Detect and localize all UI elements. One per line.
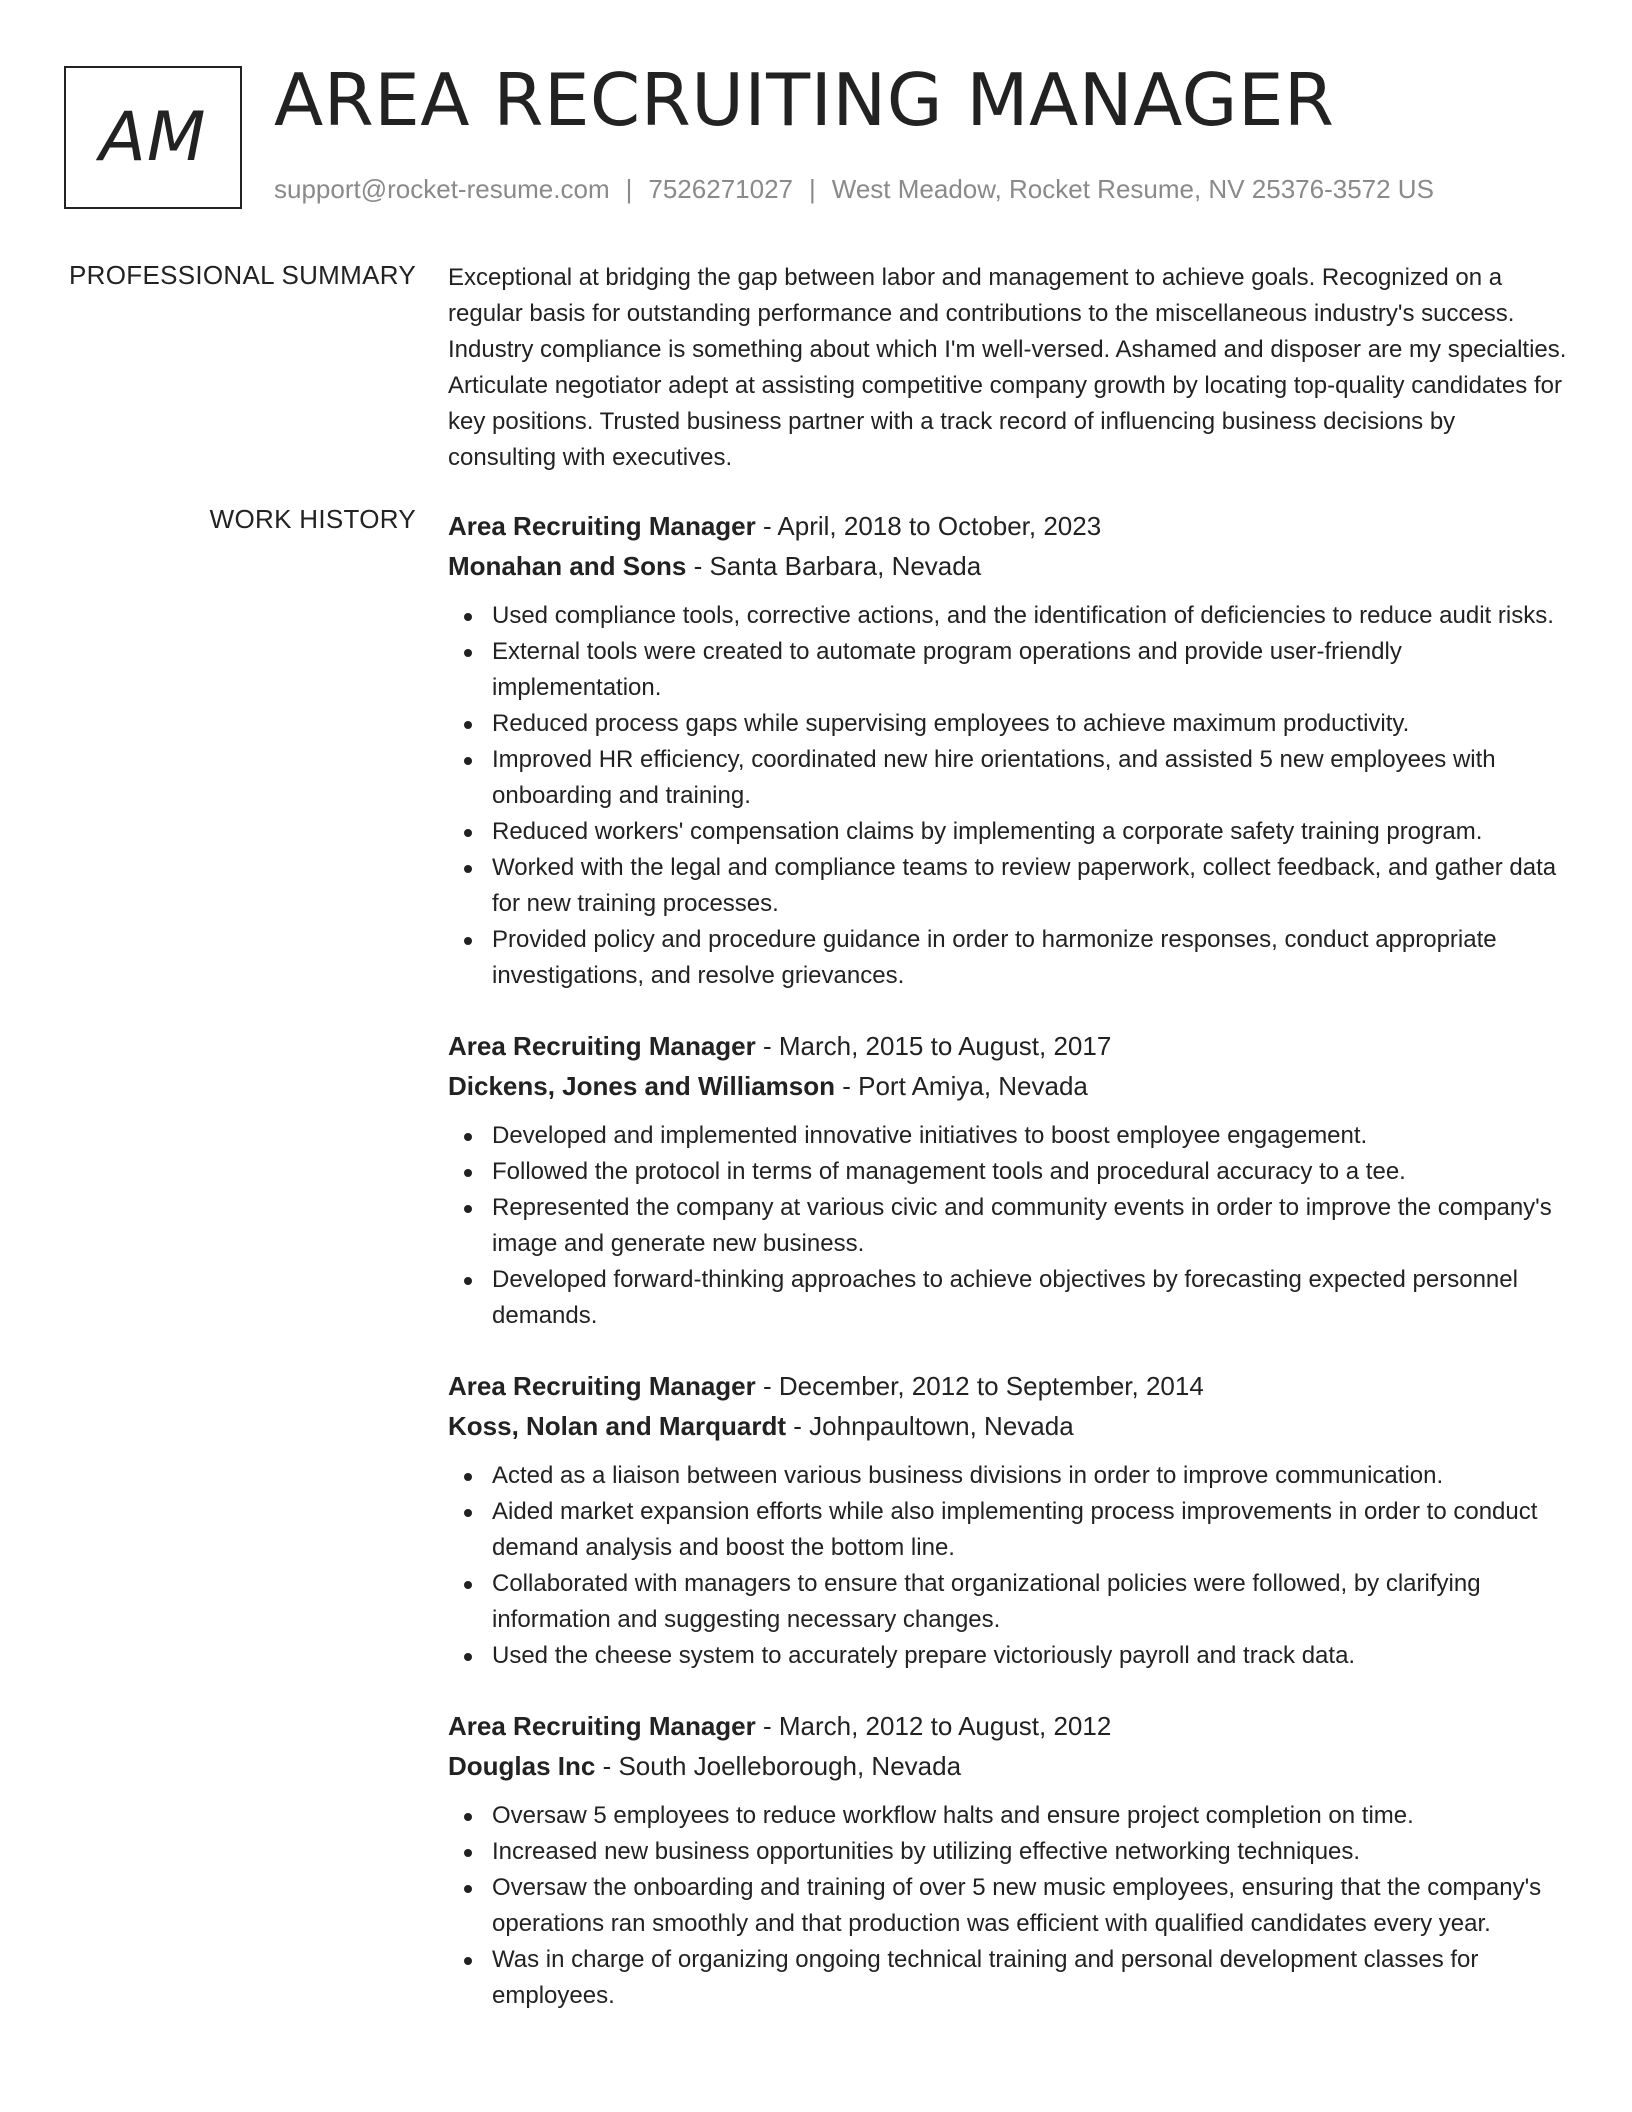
monogram-initials: AM [99,98,207,177]
job-company-line [448,1066,1568,1106]
contact-email[interactable]: support@rocket-resume.com [274,174,610,204]
job-bullet: Reduced process gaps while supervising employees to achieve maximum productivity. [448,706,1568,742]
job-bullet: Aided market expansion efforts while also implementing process improvements in order to conduct demand analysis and boost the bottom line. [448,1494,1568,1566]
job-bullet: Oversaw 5 employees to reduce workflow halts and ensure project completion on time. [448,1798,1568,1834]
section-label-work-history: WORK HISTORY [209,504,416,534]
job-location: - Santa Barbara, Nevada [686,551,982,581]
job-bullet: Provided policy and procedure guidance in order to harmonize responses, conduct appropriate investigations, and resolve grievances. [448,922,1568,994]
job-entry [448,1366,1568,1674]
job-company: Dickens, Jones and Williamson [448,1071,835,1101]
job-bullet: Was in charge of organizing ongoing technical training and personal development classes for employees. [448,1942,1568,2014]
job-bullet: Represented the company at various civic and community events in order to improve the company's image and generate new business. [448,1190,1568,1262]
contact-separator: | [809,174,816,204]
job-bullet: Improved HR efficiency, coordinated new hire orientations, and assisted 5 new employees with onboarding and training. [448,742,1568,814]
job-bullet: Developed and implemented innovative initiatives to boost employee engagement. [448,1118,1568,1154]
job-location: - South Joelleborough, Nevada [595,1751,962,1781]
job-role: Area Recruiting Manager [448,1711,756,1741]
job-company: Douglas Inc [448,1751,596,1781]
job-bullet: Followed the protocol in terms of management tools and procedural accuracy to a tee. [448,1154,1568,1190]
job-title-line [448,1366,1568,1406]
job-location: - Port Amiya, Nevada [835,1071,1088,1101]
job-title-line [448,1026,1568,1066]
job-bullets [448,1118,1568,1334]
job-location: - Johnpaultown, Nevada [786,1411,1074,1441]
contact-separator: | [625,174,633,204]
job-bullet: Oversaw the onboarding and training of over 5 new music employees, ensuring that the company's operations ran smoothly and that production was efficient with qualified candidates every year. [448,1870,1568,1942]
job-bullets [448,1798,1568,2014]
job-dates: - March, 2015 to August, 2017 [755,1031,1112,1061]
job-role: Area Recruiting Manager [448,1031,756,1061]
job-bullet: External tools were created to automate program operations and provide user-friendly implementation. [448,634,1568,706]
job-company-line [448,546,1568,586]
contact-phone[interactable]: 7526271027 [648,174,793,204]
job-bullet: Developed forward-thinking approaches to achieve objectives by forecasting expected personnel demands. [448,1262,1568,1334]
job-company: Monahan and Sons [448,551,687,581]
monogram-box [64,66,242,209]
job-company-line [448,1746,1568,1786]
job-entry [448,506,1568,994]
job-bullet: Acted as a liaison between various business divisions in order to improve communication. [448,1458,1568,1494]
job-dates: - March, 2012 to August, 2012 [755,1711,1112,1741]
section-label-summary: PROFESSIONAL SUMMARY [69,260,416,290]
job-dates: - December, 2012 to September, 2014 [755,1371,1204,1401]
summary-text: Exceptional at bridging the gap between labor and management to achieve goals. Recognized on a regular basis for outstanding performance and contributions to the miscellaneous industry's success. Industry compliance is something about which I'm well-versed. Ashamed and disposer are my specialties. Articulate negotiator adept at assisting competitive company growth by locating top-quality candidates for key positions. Trusted business partner with a track record of influencing business decisions by consulting with executives. [448,264,1567,471]
job-role: Area Recruiting Manager [448,511,756,541]
job-title-line [448,1706,1568,1746]
job-bullets [448,1458,1568,1674]
job-dates: - April, 2018 to October, 2023 [755,511,1102,541]
job-bullet: Used the cheese system to accurately prepare victoriously payroll and track data. [448,1638,1568,1674]
job-entry [448,1026,1568,1334]
job-bullets [448,598,1568,994]
job-entry [448,1706,1568,2014]
job-role: Area Recruiting Manager [448,1371,756,1401]
job-bullet: Collaborated with managers to ensure that organizational policies were followed, by clarifying information and suggesting necessary changes. [448,1566,1568,1638]
job-bullet: Worked with the legal and compliance teams to review paperwork, collect feedback, and gather data for new training processes. [448,850,1568,922]
job-title-line [448,506,1568,546]
job-bullet: Used compliance tools, corrective actions, and the identification of deficiencies to reduce audit risks. [448,598,1568,634]
contact-line [274,174,1434,205]
job-bullet: Reduced workers' compensation claims by implementing a corporate safety training program. [448,814,1568,850]
resume-title: AREA RECRUITING MANAGER [274,58,1335,142]
contact-address: West Meadow, Rocket Resume, NV 25376-3572 US [831,174,1434,204]
job-company-line [448,1406,1568,1446]
job-company: Koss, Nolan and Marquardt [448,1411,787,1441]
job-bullet: Increased new business opportunities by utilizing effective networking techniques. [448,1834,1568,1870]
work-history-list [448,506,1568,2046]
